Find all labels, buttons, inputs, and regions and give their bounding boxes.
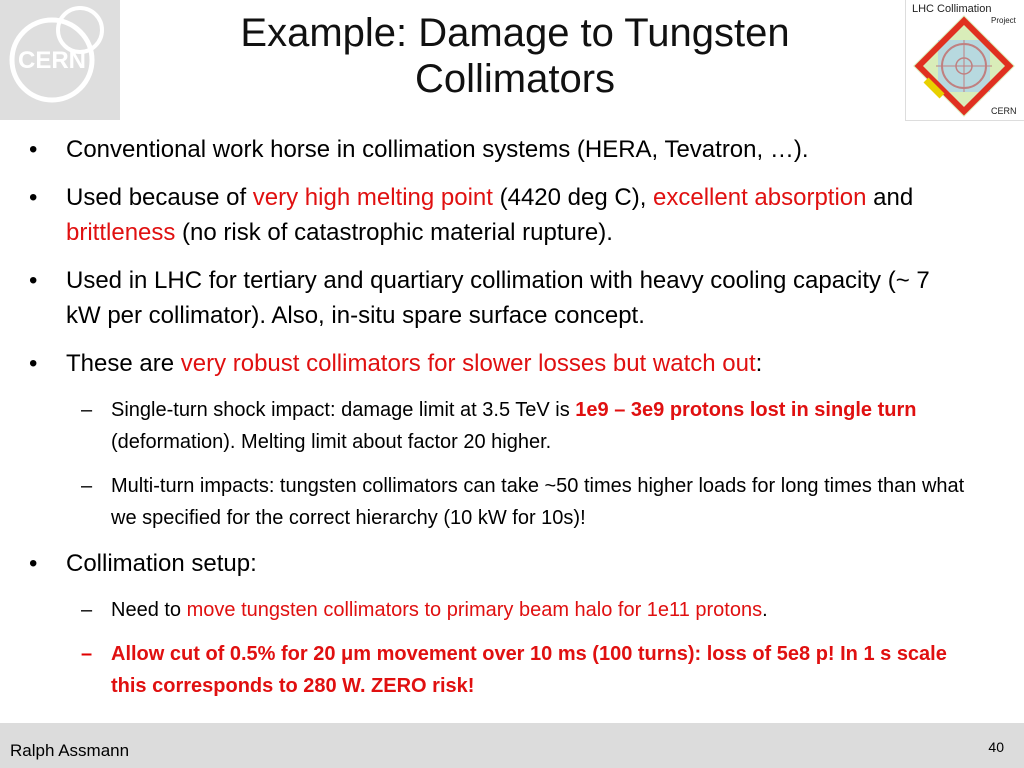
sub-bullet-5-2 [111, 638, 984, 702]
sub-bullet-4-1-text-1: Single-turn shock impact: damage limit at 3.5 TeV is [111, 399, 576, 421]
lhc-collimation-logo-icon [905, 0, 1024, 121]
sub-bullet-5-1 [111, 594, 984, 626]
sub-bullet-5-1-text-1: Need to [111, 599, 187, 621]
lhc-logo-line-3: CERN [991, 106, 1017, 116]
bullet-5-text: Collimation setup: [66, 550, 257, 577]
bullet-2-text-1: Used because of [66, 184, 253, 211]
bullet-4-highlight: very robust collimators for slower losses but watch out [180, 350, 756, 377]
sub-bullet-4-1-highlight: 1e9 – 3e9 protons lost in single turn [575, 399, 917, 421]
bullet-4 [66, 346, 964, 381]
bullet-5 [66, 546, 964, 581]
cern-logo-text: CERN [17, 47, 87, 74]
bullet-1-text: Conventional work horse in collimation systems (HERA, Tevatron, …). [66, 136, 809, 163]
sub-bullet-4-1 [111, 394, 984, 458]
sub-bullet-5-2-text-1: Allow cut of 0.5% for 20 [111, 643, 342, 665]
bullet-2-text-3: and [866, 184, 914, 211]
sub-bullet-5-2-text-2: m movement over 10 ms (100 turns): loss of 5e8 p! In 1 s scale this corresponds to 280 W. ZERO risk! [111, 643, 947, 697]
footer [0, 723, 1024, 768]
bullet-2-text-4: (no risk of catastrophic material rupture). [175, 219, 613, 246]
bullet-2 [66, 180, 964, 250]
cern-logo-icon [0, 0, 120, 120]
sub-bullet-4-2 [111, 470, 984, 534]
bullet-3-text: Used in LHC for tertiary and quartiary collimation with heavy cooling capacity (~ 7 kW per collimator). Also, in-situ spare surface concept. [66, 267, 930, 329]
bullet-4-text-1: These are [66, 350, 181, 377]
lhc-logo-line-1: LHC Collimation [912, 3, 992, 15]
bullet-1 [66, 132, 964, 167]
sub-bullet-4-1-text-2: (deformation). Melting limit about factor 20 higher. [111, 431, 552, 453]
lhc-logo-line-2: Project [991, 16, 1016, 25]
page-number: 40 [988, 739, 1004, 755]
title-line-1: Example: Damage to Tungsten [240, 11, 790, 55]
sub-bullet-5-1-text-2: . [762, 599, 768, 621]
bullet-3 [66, 263, 964, 333]
sub-bullet-5-1-highlight: move tungsten collimators to primary beam halo for 1e11 protons [186, 599, 763, 621]
bullet-4-text-2: : [755, 350, 763, 377]
bullet-2-highlight-3: brittleness [66, 219, 176, 246]
slide-title [150, 10, 880, 102]
slide-content [0, 132, 1024, 714]
mu-symbol: μ [341, 643, 354, 665]
bullet-2-text-2: (4420 deg C), [492, 184, 654, 211]
bullet-2-highlight-1: very high melting point [252, 184, 493, 211]
title-line-2: Collimators [414, 57, 616, 101]
bullet-2-highlight-2: excellent absorption [653, 184, 867, 211]
footer-author: Ralph Assmann [10, 741, 130, 760]
sub-bullet-4-2-text: Multi-turn impacts: tungsten collimators can take ~50 times higher loads for long times than what we specified for the correct hierarchy (10 kW for 10s)! [111, 475, 965, 529]
